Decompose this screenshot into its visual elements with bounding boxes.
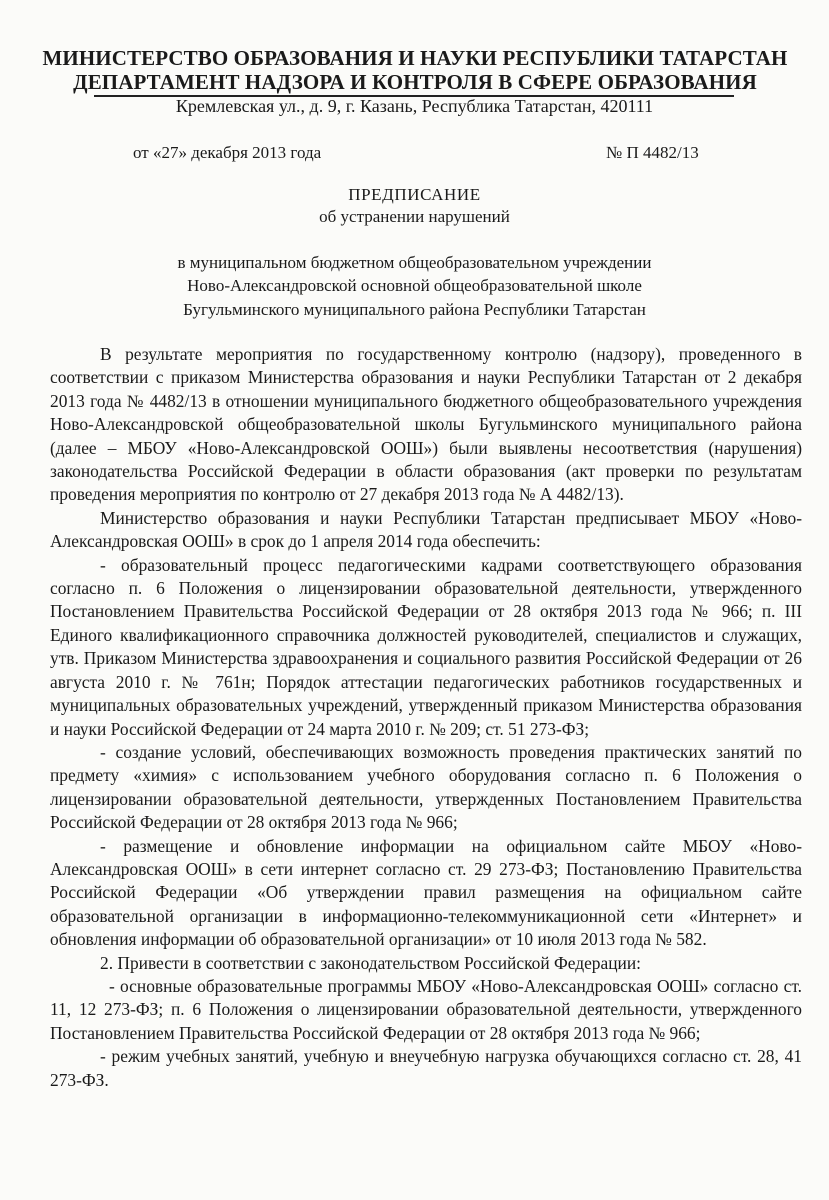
address-line: Кремлевская ул., д. 9, г. Казань, Республика Татарстан, 420111	[175, 96, 654, 116]
institution-line: Ново-Александровской основной общеобразовательной школе	[187, 276, 642, 295]
list-item: - образовательный процесс педагогическими кадрами соответствующего образования согласно п. 6 Положения о лицензировании образовательной деятельности, утвержденного Постановлением Правительства Российской Федерации от 28 октября 2013 года № 966; п. III Единого квалификационного справочника должностей руководителей, специалистов и служащих, утв. Приказом Министерства здравоохранения и социального развития Российской Федерации от 26 августа 2010 г. № 761н; Порядок аттестации педагогических работников государственных и муниципальных образовательных учреждений, утвержденный приказом Министерства образования и науки Российской Федерации от 24 марта 2010 г. № 209; ст. 51 273-ФЗ;	[50, 554, 802, 739]
department-heading: ДЕПАРТАМЕНТ НАДЗОРА И КОНТРОЛЯ В СФЕРЕ ОБРАЗОВАНИЯ	[73, 70, 757, 94]
list-item: - режим учебных занятий, учебную и внеучебную нагрузка обучающихся согласно ст. 28, 41 273-ФЗ.	[50, 1046, 802, 1090]
document-subtitle: об устранении нарушений	[319, 207, 510, 226]
institution-line: в муниципальном бюджетном общеобразовательном учреждении	[177, 253, 652, 272]
list-item: - создание условий, обеспечивающих возможность проведения практических занятий по предмету «химия» с использованием учебного оборудования согласно п. 6 Положения о лицензировании образовательной деятельности, утвержденных Постановлением Правительства Российской Федерации от 28 октября 2013 года № 966;	[50, 741, 802, 833]
document-title: ПРЕДПИСАНИЕ	[348, 185, 481, 204]
document-number: № П 4482/13	[606, 143, 699, 162]
body-paragraph: Министерство образования и науки Республики Татарстан предписывает МБОУ «Ново-Александровская ООШ» в срок до 1 апреля 2014 года обеспечить:	[50, 507, 802, 552]
body-paragraph: В результате мероприятия по государственному контролю (надзору), проведенного в соответствии с приказом Министерства образования и науки Республики Татарстан от 2 декабря 2013 года № 4482/13 в отношении муниципального бюджетного общеобразовательного учреждения Ново-Александровской общеобразовательной школы Бугульминского муниципального района (далее – МБОУ «Ново-Александровской ООШ») были выявлены несоответствия (нарушения) законодательства Российской Федерации в области образования (акт проверки по результатам проведения мероприятия по контролю от 27 декабря 2013 года № А 4482/13).	[50, 344, 802, 505]
document-date: от «27» декабря 2013 года	[133, 143, 322, 162]
document-body	[50, 343, 802, 1092]
body-paragraph: 2. Привести в соответствии с законодательством Российской Федерации:	[100, 952, 641, 973]
ministry-heading: МИНИСТЕРСТВО ОБРАЗОВАНИЯ И НАУКИ РЕСПУБЛИКИ ТАТАРСТАН	[42, 46, 788, 70]
institution-line: Бугульминского муниципального района Республики Татарстан	[183, 300, 646, 319]
list-item: - основные образовательные программы МБОУ «Ново-Александровская ООШ» согласно ст. 11, 12 273-ФЗ; п. 6 Положения о лицензировании образовательной деятельности, утвержденного Постановлением Правительства Российской Федерации от 28 октября 2013 года № 966;	[50, 975, 802, 1043]
list-item: - размещение и обновление информации на официальном сайте МБОУ «Ново-Александровская ООШ» в сети интернет согласно ст. 29 273-ФЗ; Постановлению Правительства Российской Федерации «Об утверждении правил размещения на официальном сайте образовательной организации в информационно-телекоммуникационной сети «Интернет» и обновления информации об образовательной организации» от 10 июля 2013 года № 582.	[50, 835, 802, 950]
